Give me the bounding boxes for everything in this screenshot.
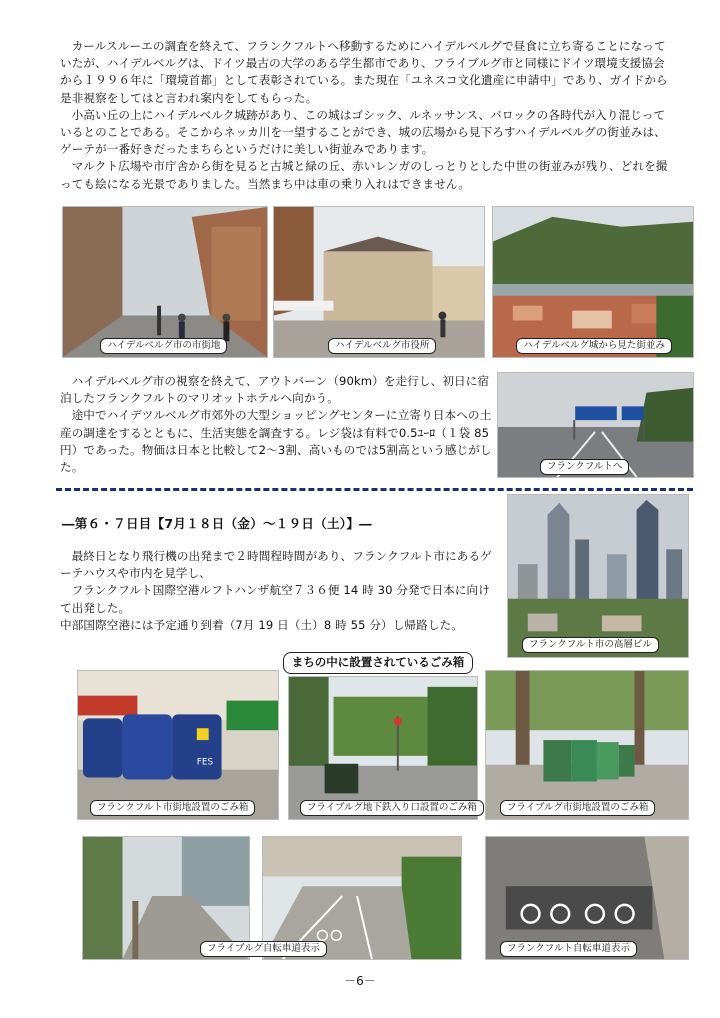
paragraph: フランクフルト国際空港ルフトハンザ航空７３６便 14 時 30 分発で日本に向けて出発した。: [60, 583, 490, 615]
caption: フランクフルトへ: [540, 459, 629, 475]
bin-sign-text: FES: [196, 757, 214, 768]
paragraph: 途中でハイデツルベルグ市郊外の大型ショッピングセンターに立寄り日本への土産の調達をするとともに、生活実態を調査する。レジ袋は有料で0.5ﾕｰﾛ（１袋 85 円）であった。物価は日本と比較して2～3割、高いものでは5割高という感じがした。: [60, 408, 492, 475]
caption: フランクフルト市街地設置のごみ箱: [90, 800, 255, 816]
final-days-text: [60, 548, 500, 634]
page-number: －6－: [344, 974, 376, 988]
section-divider: [56, 488, 693, 491]
caption: フライブルグ自転車道表示: [200, 941, 327, 957]
caption: フランクフルト自転車道表示: [500, 941, 637, 957]
photo-heidelberg-view: [492, 206, 694, 358]
photo-frankfurt-skyline: [507, 494, 689, 658]
photo-frankfurt-bins: [77, 670, 279, 820]
paragraph: 最終日となり飛行機の出発まで２時間程時間があり、フランクフルト市にあるゲーテハウスや市内を見学し、: [60, 549, 492, 581]
paragraph: マルクト広場や市庁舎から街を見ると古城と緑の丘、赤いレンガのしっとりとした中世の街並みが残り、どれを撮っても絵になる光景でありました。当然まち中は車の乗り入れはできません。: [60, 159, 668, 191]
middle-text: [60, 373, 492, 476]
caption: フライブルグ市街地設置のごみ箱: [500, 800, 655, 816]
intro-text: [60, 38, 674, 193]
caption: ハイデルベルグ城から見た街並み: [516, 338, 672, 354]
caption: ハイデルベルグ市役所: [328, 338, 436, 354]
caption: フライブルグ地下鉄入り口設置のごみ箱: [300, 800, 484, 816]
photo-freiburg-subway-bin: [288, 676, 478, 820]
paragraph: カールスルーエの調査を終えて、フランクフルトへ移動するためにハイデルベルグで昼食に立ち寄ることになっていたが、ハイデルベルグは、ドイツ最古の大学のある学生都市であり、フライブルグ市と同様にドイツ環境支援協会から１９９６年に「環境首都」として表彰されている。また現在「ユネスコ文化遺産に申請中」であり、ガイドから是非視察をしてはと言われ案内をしてもらった。: [60, 39, 668, 105]
paragraph: 小高い丘の上にハイデルベルク城跡があり、この城はゴシック、ルネッサンス、バロックの各時代が入り混じっているとのことである。そこからネッカ川を一望することができ、城の広場から見下ろすハイデルベルグの街並みは、ゲーテが一番好きだったまちらというだけに美しい街並みであります。: [60, 107, 666, 157]
photo-freiburg-street-bins: [485, 670, 689, 820]
section-heading: ―第６・７日目【7月１８日（金）～１９日（土）】―: [62, 516, 372, 531]
paragraph: 中部国際空港には予定通り到着（7月 19 日（土）8 時 55 分）し帰路した。: [60, 617, 463, 632]
caption: ハイデルベルグ市の市街地: [100, 338, 227, 354]
photo-heidelberg-city-hall: [273, 206, 485, 358]
paragraph: ハイデルベルグ市の視察を終えて、アウトバーン（90km）を走行し、初日に宿泊したフランクフルトのマリオットホテルへ向かう。: [60, 374, 490, 406]
photo-heidelberg-street: [62, 206, 268, 358]
caption: フランクフルト市の高層ビル: [522, 637, 659, 653]
trash-bins-banner: まちの中に設置されているごみ箱: [283, 652, 473, 674]
